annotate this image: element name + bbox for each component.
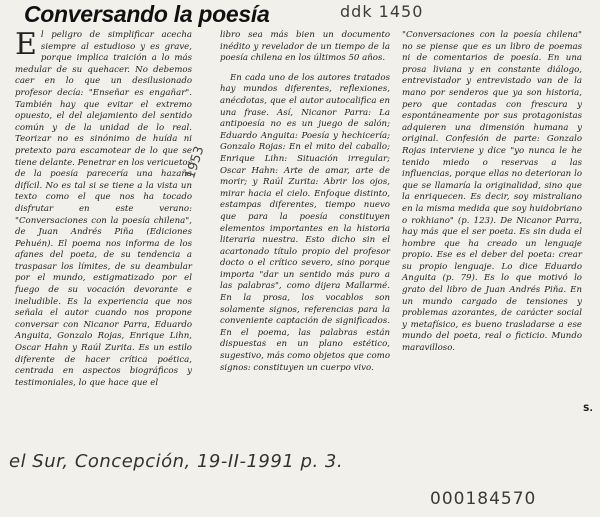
author-signature: S. [583,404,593,414]
article-column-3 [402,30,582,355]
handwritten-code: ddk 1450 [340,2,424,21]
handwritten-catalog-number: 000184570 [430,489,537,509]
handwritten-source: el Sur, Concepción, 19-II-1991 p. 3. [9,451,344,472]
article-column-2 [220,30,390,374]
column-1-paragraph: El peligro de simplificar acecha siempre al estudioso y es grave, porque implica traición a lo más medular de su quehacer. No debemos caer en lo que un desilusionado profesor decía: "Enseñar es engañar". También hay que evitar el extremo opuesto, el del alejamiento del sentido común y de la unidad de lo real. Teorizar no es sinónimo de huída ni pretexto para escamotear de lo que se tiene delante. Penetrar en los vericuetos de la poesía parecería una hazaña difícil. No es tal si se tiene a la vista un texto como el que nos ha tocado disfrutar en este verano: "Conversaciones con la poesía chilena", de Juan Andrés Piña (Ediciones Pehuén). El poema nos informa de los afanes del poeta, de su tendencia a traspasar los límites, de su deambular por el mundo, estigmatizado por el fuego de su vocación devorante e ineludible. Es la experiencia que nos señala el autor cuando nos propone conversar con Nicanor Parra, Eduardo Anguita, Gonzalo Rojas, Enrique Lihn, Oscar Hahn y Raúl Zurita. Es un estilo diferente de hacer crítica poética, centrada en aspectos biográficos y testimoniales, lo que hace que el [15,27,192,388]
handwritten-year: 1953 [183,144,208,181]
column-2-paragraph-2: En cada uno de los autores tratados hay mundos diferentes, reflexiones, anécdotas, que el autor autocalifica en una frase. Así, Nicanor Parra: La antipoesía no es un juego de salón; Eduardo Anguita: Poesía y hechicería; Gonzalo Rojas: En el mito del caballo; Enrique Lihn: Situación irregular; Oscar Hahn: Arte de amar, arte de morir; y Raúl Zurita: Abrir los ojos, mirar hacia el cielo. Enfoque distinto, estampas diferentes, tiempo nuevo que para la poesía constituyen elementos importantes en la historia literaria nuestra. Esto dicho sin el acartonado título propio del profesor docto o el crítico severo, sino porque importa "dar un sentido más puro a las palabras", como dijera Mallarmé. En la prosa, los vocablos son solamente signos, referencias para la conveniente captación de significados. En el poema, las palabras están dispuestas en un plano estético, sugestivo, más como objetos que como signos: constituyen un cuerpo vivo. [220,72,390,373]
column-3-paragraph: "Conversaciones con la poesía chilena" no se piense que es un libro de poemas ni de comentarios de poesía. En una prosa liviana y en constante diálogo, entrevistador y entrevistado van de la mano por senderos que ya son historia, pero que contadas con frescura y espontáneamente por sus protagonistas adquieren una dimensión humana y original. Confesión de parte: Gonzalo Rojas interviene y dice "yo nunca le he tenido miedo o reservas a las influencias, porque ellas no deterioran lo que se llamaría la originalidad, sino que la enriquecen. Es decir, soy mistraliano en la misma medida que soy huidobriano o rokhiano" (p. 123). De Nicanor Parra, hay más que el ser poeta. Es sin duda el hombre que ha creado un lenguaje propio. Ese es el deber del poeta: crear su propio lenguaje. Lo dice Eduardo Anguita (p. 79). Es lo que motivó lo grato del libro de Juan Andrés Piña. En un mundo cargado de tensiones y problemas azorantes, de carácter social y metafísico, es bueno trasladarse a ese mundo del poeta, real o ficticio. Mundo maravilloso. [402,30,582,354]
article-column-1 [15,27,192,389]
article-title: Conversando la poesía [24,1,270,27]
column-2-paragraph-1: libro sea más bien un documento inédito y revelador de un tiempo de la poesía chilena en los últimos 50 años. [220,30,390,64]
